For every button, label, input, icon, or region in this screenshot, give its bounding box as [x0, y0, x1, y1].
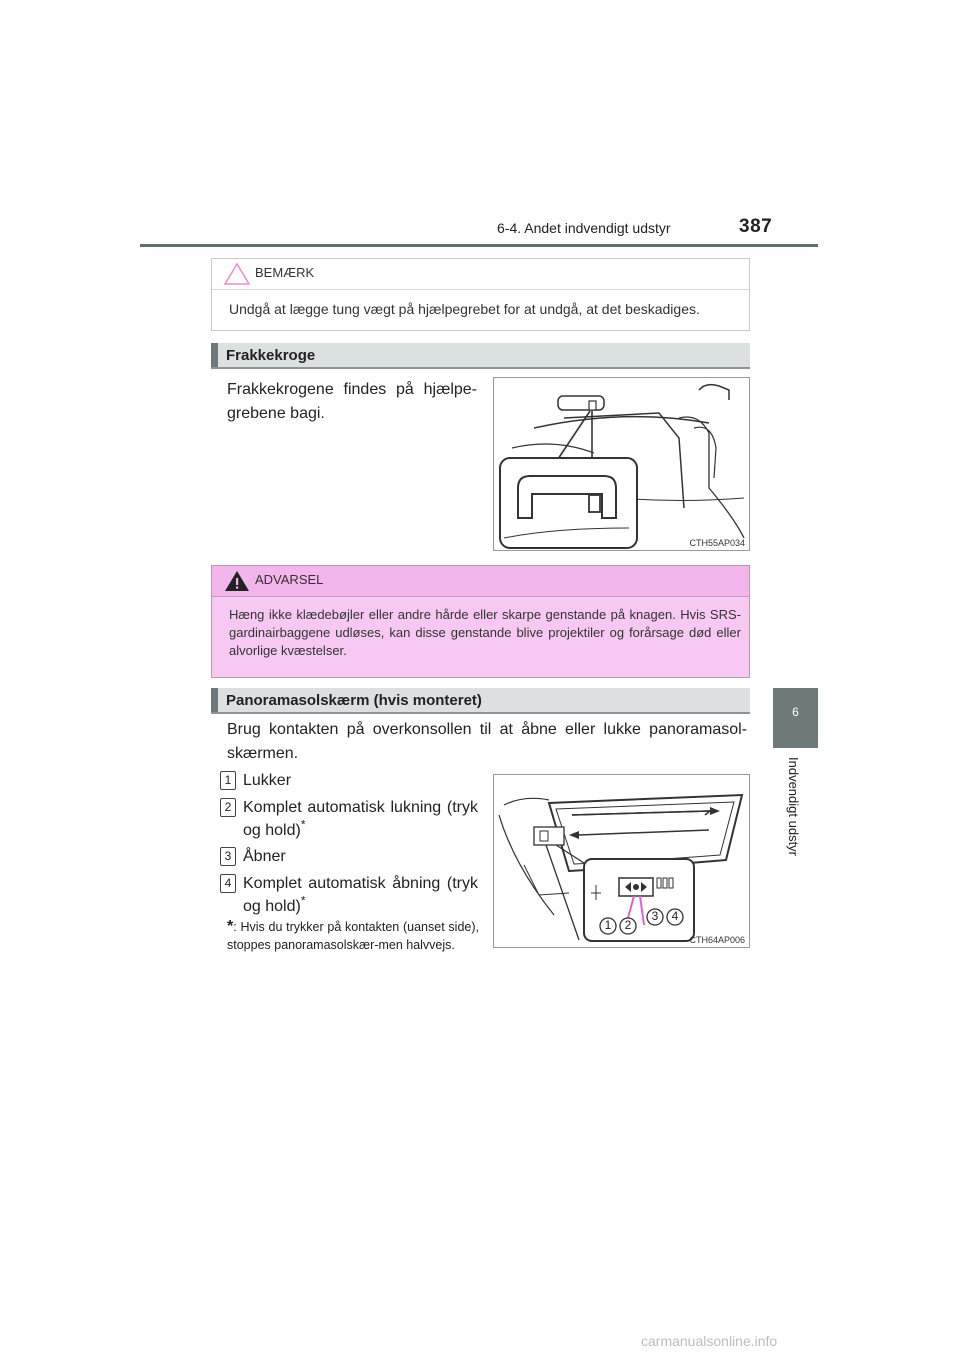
watermark: carmanualsonline.info — [641, 1333, 778, 1349]
list-item-open-text: Åbner — [243, 848, 286, 865]
list-item-close-text: Lukker — [243, 772, 292, 789]
callout-3-label: 3 — [651, 909, 659, 923]
section-heading-sunshade-text: Panoramasolskærm (hvis monteret) — [226, 692, 482, 709]
notice-label: BEMÆRK — [255, 265, 315, 280]
warning-box — [211, 565, 750, 678]
notice-text: Undgå at lægge tung vægt på hjælpegrebet for at undgå, at det beskadiges. — [229, 301, 700, 317]
chapter-tab-title-text: Indvendigt udstyr — [786, 757, 801, 857]
warning-text: Hæng ikke klædebøjler eller andre hårde eller skarpe genstande på knagen. Hvis SRS-gardinairbaggene udløses, kan disse genstande blive projektiler og forårsage død eller alvorlige kvæstelser. — [229, 607, 741, 658]
sunshade-paragraph: Brug kontakten på overkonsollen til at åbne eller lukke panoramasol-skærmen. — [227, 721, 747, 762]
caution-triangle-icon — [224, 263, 250, 285]
coat-hook-drawing — [494, 378, 749, 550]
notice-box — [211, 258, 750, 331]
coat-hooks-paragraph: Frakkekrogene findes på hjælpe-grebene bagi. — [227, 381, 477, 422]
list-item-auto-open-text: Komplet automatisk åbning (tryk og hold) — [243, 875, 478, 915]
callout-1-label: 1 — [604, 918, 612, 932]
footnote-text: : Hvis du trykker på kontakten (uanset side), stoppes panoramasolskær-men halvvejs. — [227, 920, 479, 952]
header-rule — [140, 244, 818, 247]
list-item-close — [243, 769, 478, 792]
list-item-open — [243, 845, 478, 868]
coat-hook-illustration — [493, 377, 750, 551]
list-item-auto-open — [243, 872, 478, 918]
chapter-tab-number: 6 — [792, 705, 799, 719]
list-number-2: 2 — [220, 798, 236, 817]
sunshade-image-code: CTH64AP006 — [689, 935, 745, 945]
warning-label: ADVARSEL — [255, 572, 324, 587]
section-heading-sunshade — [211, 688, 750, 714]
list-number-1: 1 — [220, 771, 236, 790]
warning-triangle-icon — [224, 570, 250, 592]
sunshade-switch-illustration — [493, 774, 750, 948]
callout-2-label: 2 — [624, 918, 632, 932]
chapter-tab-title — [786, 757, 806, 877]
list-item-auto-close — [243, 796, 478, 842]
section-heading-coat-hooks — [211, 343, 750, 369]
warning-header — [212, 566, 749, 597]
section-heading-coat-hooks-text: Frakkekroge — [226, 347, 316, 364]
asterisk: * — [300, 893, 306, 908]
asterisk: * — [300, 817, 306, 832]
list-number-3: 3 — [220, 847, 236, 866]
footnote-mark: * — [227, 918, 234, 935]
page-number: 387 — [739, 216, 773, 237]
notice-header — [212, 259, 749, 290]
callout-4-label: 4 — [671, 909, 679, 923]
list-item-auto-close-text: Komplet automatisk lukning (tryk og hold) — [243, 799, 478, 839]
list-number-4: 4 — [220, 874, 236, 893]
footnote — [227, 918, 479, 954]
coat-hook-image-code: CTH55AP034 — [689, 538, 745, 548]
running-header-section: 6-4. Andet indvendigt udstyr — [497, 220, 671, 236]
